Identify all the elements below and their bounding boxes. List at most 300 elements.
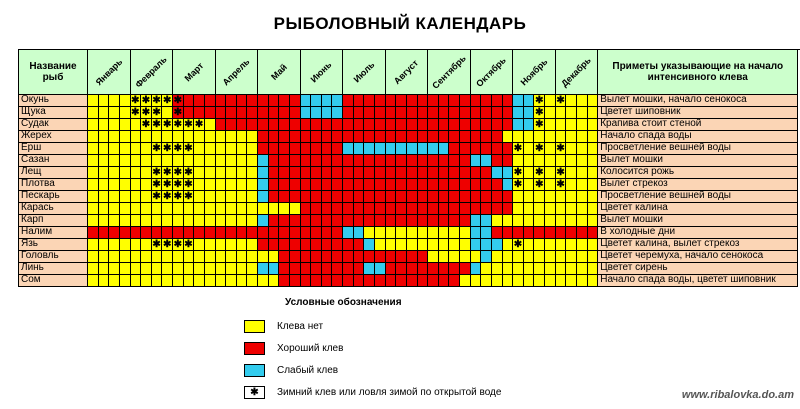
bite-cell bbox=[162, 275, 173, 287]
bite-cell bbox=[141, 191, 152, 203]
bite-cell bbox=[449, 251, 460, 263]
bite-cell bbox=[226, 215, 237, 227]
bite-cell bbox=[566, 203, 577, 215]
bite-cell bbox=[354, 227, 365, 239]
bite-cell bbox=[524, 179, 535, 191]
bite-cell bbox=[556, 95, 567, 107]
bite-cell bbox=[99, 95, 110, 107]
bite-cell bbox=[322, 95, 333, 107]
sign-cell bbox=[598, 239, 798, 251]
bite-cell bbox=[237, 119, 248, 131]
sign-cell bbox=[598, 167, 798, 179]
bite-cell bbox=[301, 263, 312, 275]
bite-cell bbox=[290, 203, 301, 215]
bite-cell bbox=[524, 275, 535, 287]
bite-cell bbox=[524, 131, 535, 143]
bite-cell bbox=[99, 263, 110, 275]
bite-cell bbox=[396, 275, 407, 287]
bite-cell bbox=[258, 251, 269, 263]
bite-cell bbox=[141, 95, 152, 107]
bite-cell bbox=[396, 227, 407, 239]
bite-cell bbox=[449, 179, 460, 191]
bite-cell bbox=[152, 275, 163, 287]
bite-cell bbox=[332, 119, 343, 131]
bite-cell bbox=[120, 263, 131, 275]
bite-cell bbox=[375, 95, 386, 107]
bite-cell bbox=[354, 119, 365, 131]
bite-cell bbox=[588, 155, 599, 167]
bite-cell bbox=[513, 119, 524, 131]
bite-cell bbox=[375, 275, 386, 287]
bite-cell bbox=[311, 107, 322, 119]
bite-cell bbox=[439, 203, 450, 215]
bite-cell bbox=[354, 191, 365, 203]
star-icon: ✱ bbox=[556, 95, 565, 106]
legend-swatch-weak bbox=[244, 364, 265, 377]
bite-cell bbox=[577, 131, 588, 143]
bite-cell bbox=[237, 203, 248, 215]
bite-cell bbox=[354, 239, 365, 251]
bite-cell bbox=[375, 191, 386, 203]
bite-cell bbox=[428, 131, 439, 143]
sign-text: Начало спада воды bbox=[600, 131, 692, 141]
bite-cell bbox=[428, 167, 439, 179]
bite-cell bbox=[88, 191, 99, 203]
bite-cell bbox=[588, 203, 599, 215]
bite-cell bbox=[364, 179, 375, 191]
bite-cell bbox=[88, 107, 99, 119]
bite-cell bbox=[577, 263, 588, 275]
bite-cell bbox=[439, 275, 450, 287]
bite-cell bbox=[545, 203, 556, 215]
bite-cell bbox=[173, 191, 184, 203]
bite-cell bbox=[492, 227, 503, 239]
bite-cell bbox=[534, 203, 545, 215]
bite-cell bbox=[471, 179, 482, 191]
bite-cell bbox=[492, 119, 503, 131]
header-signs bbox=[598, 50, 798, 95]
bite-cell bbox=[471, 95, 482, 107]
bite-cell bbox=[141, 203, 152, 215]
bite-cell bbox=[375, 179, 386, 191]
bite-cell bbox=[449, 239, 460, 251]
bite-cell bbox=[471, 263, 482, 275]
bite-cell bbox=[566, 155, 577, 167]
bite-cell bbox=[460, 167, 471, 179]
bite-cell bbox=[577, 143, 588, 155]
bite-cell bbox=[492, 155, 503, 167]
bite-cell bbox=[364, 215, 375, 227]
bite-cell bbox=[216, 251, 227, 263]
month-header-5 bbox=[258, 50, 301, 95]
bite-cell bbox=[88, 251, 99, 263]
bite-cell bbox=[279, 143, 290, 155]
bite-cell bbox=[109, 155, 120, 167]
bite-cell bbox=[545, 215, 556, 227]
bite-cell bbox=[492, 107, 503, 119]
bite-cell bbox=[503, 215, 514, 227]
star-icon: ✱ bbox=[513, 239, 523, 250]
bite-cell bbox=[492, 179, 503, 191]
bite-cell bbox=[375, 143, 386, 155]
bite-cell bbox=[269, 95, 280, 107]
bite-cell bbox=[290, 131, 301, 143]
month-label: Май bbox=[268, 62, 289, 82]
bite-cell bbox=[588, 227, 599, 239]
header-fish-name bbox=[19, 50, 88, 95]
bite-cell bbox=[99, 227, 110, 239]
bite-cell bbox=[566, 251, 577, 263]
bite-cell bbox=[386, 191, 397, 203]
bite-cell bbox=[184, 167, 195, 179]
bite-cell bbox=[428, 143, 439, 155]
bite-cell bbox=[471, 107, 482, 119]
bite-cell bbox=[481, 107, 492, 119]
bite-cell bbox=[428, 107, 439, 119]
month-header-10 bbox=[471, 50, 514, 95]
bite-cell bbox=[184, 119, 195, 131]
bite-cell bbox=[162, 143, 173, 155]
bite-cell bbox=[577, 203, 588, 215]
bite-cell bbox=[279, 275, 290, 287]
bite-cell bbox=[428, 215, 439, 227]
bite-cell bbox=[332, 167, 343, 179]
bite-cell bbox=[109, 119, 120, 131]
bite-cell bbox=[407, 191, 418, 203]
bite-cell bbox=[439, 215, 450, 227]
bite-cell bbox=[194, 179, 205, 191]
bite-cell bbox=[109, 107, 120, 119]
bite-cell bbox=[247, 131, 258, 143]
bite-cell bbox=[301, 239, 312, 251]
bite-cell bbox=[386, 203, 397, 215]
bite-cell bbox=[534, 251, 545, 263]
bite-cell bbox=[407, 155, 418, 167]
bite-cell bbox=[173, 251, 184, 263]
star-icon: ✱ bbox=[173, 179, 183, 190]
bite-cell bbox=[492, 203, 503, 215]
bite-cell bbox=[386, 155, 397, 167]
bite-cell bbox=[407, 131, 418, 143]
bite-cell bbox=[407, 95, 418, 107]
bite-cell bbox=[481, 263, 492, 275]
bite-cell bbox=[99, 203, 110, 215]
bite-cell bbox=[237, 131, 248, 143]
bite-cell bbox=[407, 239, 418, 251]
fish-name: Сазан bbox=[21, 155, 50, 165]
bite-cell bbox=[460, 215, 471, 227]
bite-cell bbox=[364, 251, 375, 263]
bite-cell bbox=[418, 179, 429, 191]
bite-cell bbox=[247, 143, 258, 155]
star-icon: ✱ bbox=[556, 179, 565, 190]
sign-cell bbox=[598, 143, 798, 155]
legend-swatch-star bbox=[244, 386, 265, 399]
bite-cell bbox=[194, 167, 205, 179]
bite-cell bbox=[216, 227, 227, 239]
bite-cell bbox=[577, 107, 588, 119]
bite-cell bbox=[471, 227, 482, 239]
bite-cell bbox=[588, 107, 599, 119]
bite-cell bbox=[99, 179, 110, 191]
bite-cell bbox=[460, 203, 471, 215]
bite-cell bbox=[492, 215, 503, 227]
fish-name: Плотва bbox=[21, 179, 55, 189]
calendar-table bbox=[18, 49, 800, 287]
bite-cell bbox=[162, 251, 173, 263]
bite-cell bbox=[588, 95, 599, 107]
star-icon: ✱ bbox=[184, 167, 193, 178]
bite-cell bbox=[503, 191, 514, 203]
bite-cell bbox=[109, 131, 120, 143]
month-label: Август bbox=[392, 57, 421, 87]
fish-name-cell bbox=[19, 107, 88, 119]
bite-cell bbox=[311, 263, 322, 275]
bite-cell bbox=[194, 95, 205, 107]
month-label: Январь bbox=[93, 56, 125, 88]
bite-cell bbox=[364, 275, 375, 287]
bite-cell bbox=[120, 227, 131, 239]
bite-cell bbox=[364, 227, 375, 239]
bite-cell bbox=[269, 275, 280, 287]
month-label: Июль bbox=[351, 59, 377, 85]
bite-cell bbox=[162, 215, 173, 227]
month-label: Ноябрь bbox=[518, 56, 550, 88]
bite-cell bbox=[279, 239, 290, 251]
bite-cell bbox=[534, 155, 545, 167]
bite-cell bbox=[418, 227, 429, 239]
bite-cell bbox=[471, 191, 482, 203]
bite-cell bbox=[269, 227, 280, 239]
sign-text: Цветет калина, вылет стрекоз bbox=[600, 239, 740, 249]
bite-cell bbox=[449, 155, 460, 167]
bite-cell bbox=[162, 227, 173, 239]
bite-cell bbox=[194, 275, 205, 287]
bite-cell bbox=[141, 143, 152, 155]
bite-cell bbox=[290, 119, 301, 131]
sign-cell bbox=[598, 155, 798, 167]
bite-cell bbox=[120, 143, 131, 155]
sign-text: Вылет мошки, начало сенокоса bbox=[600, 95, 747, 105]
bite-cell bbox=[449, 203, 460, 215]
bite-cell bbox=[386, 143, 397, 155]
bite-cell bbox=[311, 275, 322, 287]
sign-text: Вылет стрекоз bbox=[600, 179, 668, 189]
bite-cell bbox=[481, 203, 492, 215]
bite-cell bbox=[226, 95, 237, 107]
bite-cell bbox=[226, 227, 237, 239]
bite-cell bbox=[449, 191, 460, 203]
star-icon: ✱ bbox=[152, 107, 161, 118]
bite-cell bbox=[386, 179, 397, 191]
bite-cell bbox=[460, 131, 471, 143]
bite-cell bbox=[428, 203, 439, 215]
bite-cell bbox=[120, 167, 131, 179]
bite-cell bbox=[545, 239, 556, 251]
bite-cell bbox=[120, 179, 131, 191]
bite-cell bbox=[290, 143, 301, 155]
bite-cell bbox=[205, 143, 216, 155]
star-icon: ✱ bbox=[250, 387, 259, 398]
bite-cell bbox=[566, 107, 577, 119]
bite-cell bbox=[534, 107, 545, 119]
bite-cell bbox=[184, 95, 195, 107]
bite-cell bbox=[407, 263, 418, 275]
bite-cell bbox=[194, 263, 205, 275]
bite-cell bbox=[301, 179, 312, 191]
bite-cell bbox=[428, 179, 439, 191]
bite-cell bbox=[205, 275, 216, 287]
bite-cell bbox=[386, 227, 397, 239]
sign-text: Начало спада воды, цветет шиповник bbox=[600, 275, 776, 285]
sign-cell bbox=[598, 227, 798, 239]
bite-cell bbox=[503, 179, 514, 191]
bite-cell bbox=[364, 95, 375, 107]
sign-text: Цветет сирень bbox=[600, 263, 668, 273]
star-icon: ✱ bbox=[173, 107, 183, 118]
bite-cell bbox=[471, 167, 482, 179]
bite-cell bbox=[184, 203, 195, 215]
bite-cell bbox=[460, 239, 471, 251]
bite-cell bbox=[577, 191, 588, 203]
bite-cell bbox=[173, 155, 184, 167]
bite-cell bbox=[460, 95, 471, 107]
bite-cell bbox=[152, 239, 163, 251]
bite-cell bbox=[492, 251, 503, 263]
fish-name-cell bbox=[19, 275, 88, 287]
bite-cell bbox=[131, 227, 142, 239]
bite-cell bbox=[566, 167, 577, 179]
bite-cell bbox=[460, 191, 471, 203]
bite-cell bbox=[226, 191, 237, 203]
bite-cell bbox=[524, 191, 535, 203]
bite-cell bbox=[237, 239, 248, 251]
star-icon: ✱ bbox=[184, 179, 193, 190]
bite-cell bbox=[311, 155, 322, 167]
bite-cell bbox=[99, 251, 110, 263]
star-icon: ✱ bbox=[535, 95, 544, 106]
bite-cell bbox=[162, 95, 173, 107]
bite-cell bbox=[524, 107, 535, 119]
month-header-4 bbox=[216, 50, 259, 95]
bite-cell bbox=[269, 131, 280, 143]
bite-cell bbox=[481, 167, 492, 179]
bite-cell bbox=[439, 239, 450, 251]
sign-text: Просветление вешней воды bbox=[600, 191, 731, 201]
sign-cell bbox=[598, 275, 798, 287]
bite-cell bbox=[322, 239, 333, 251]
bite-cell bbox=[216, 203, 227, 215]
header-signs-label: Приметы указывающие на начало интенсивного клева bbox=[612, 61, 784, 83]
bite-cell bbox=[354, 179, 365, 191]
bite-cell bbox=[407, 251, 418, 263]
bite-cell bbox=[99, 275, 110, 287]
bite-cell bbox=[449, 95, 460, 107]
star-icon: ✱ bbox=[556, 167, 565, 178]
bite-cell bbox=[375, 227, 386, 239]
bite-cell bbox=[503, 107, 514, 119]
bite-cell bbox=[418, 275, 429, 287]
bite-cell bbox=[588, 167, 599, 179]
bite-cell bbox=[471, 143, 482, 155]
bite-cell bbox=[513, 227, 524, 239]
bite-cell bbox=[141, 251, 152, 263]
bite-cell bbox=[428, 191, 439, 203]
bite-cell bbox=[269, 155, 280, 167]
bite-cell bbox=[439, 131, 450, 143]
bite-cell bbox=[258, 215, 269, 227]
bite-cell bbox=[311, 179, 322, 191]
bite-cell bbox=[131, 239, 142, 251]
bite-cell bbox=[88, 263, 99, 275]
bite-cell bbox=[194, 107, 205, 119]
header-fish-label: Название рыб bbox=[29, 61, 77, 83]
sign-cell bbox=[598, 251, 798, 263]
bite-cell bbox=[194, 131, 205, 143]
fish-name-cell bbox=[19, 251, 88, 263]
fish-name: Головль bbox=[21, 251, 59, 261]
bite-cell bbox=[311, 167, 322, 179]
bite-cell bbox=[226, 251, 237, 263]
bite-cell bbox=[131, 95, 142, 107]
bite-cell bbox=[556, 263, 567, 275]
bite-cell bbox=[503, 263, 514, 275]
bite-cell bbox=[269, 191, 280, 203]
fish-name-cell bbox=[19, 191, 88, 203]
bite-cell bbox=[428, 119, 439, 131]
bite-cell bbox=[269, 119, 280, 131]
bite-cell bbox=[99, 191, 110, 203]
bite-cell bbox=[386, 167, 397, 179]
star-icon: ✱ bbox=[163, 143, 172, 154]
bite-cell bbox=[418, 167, 429, 179]
bite-cell bbox=[226, 179, 237, 191]
bite-cell bbox=[322, 167, 333, 179]
bite-cell bbox=[407, 167, 418, 179]
bite-cell bbox=[279, 227, 290, 239]
bite-cell bbox=[279, 155, 290, 167]
bite-cell bbox=[258, 107, 269, 119]
bite-cell bbox=[88, 215, 99, 227]
bite-cell bbox=[205, 179, 216, 191]
bite-cell bbox=[386, 275, 397, 287]
bite-cell bbox=[545, 227, 556, 239]
bite-cell bbox=[556, 239, 567, 251]
bite-cell bbox=[131, 263, 142, 275]
bite-cell bbox=[141, 179, 152, 191]
bite-cell bbox=[131, 191, 142, 203]
bite-cell bbox=[354, 107, 365, 119]
sign-cell bbox=[598, 95, 798, 107]
bite-cell bbox=[88, 155, 99, 167]
fish-name: Щука bbox=[21, 107, 46, 117]
bite-cell bbox=[237, 227, 248, 239]
fish-name-cell bbox=[19, 131, 88, 143]
sign-text: Цветет шиповник bbox=[600, 107, 681, 117]
bite-cell bbox=[88, 227, 99, 239]
bite-cell bbox=[322, 143, 333, 155]
bite-cell bbox=[301, 251, 312, 263]
bite-cell bbox=[258, 131, 269, 143]
bite-cell bbox=[194, 191, 205, 203]
bite-cell bbox=[471, 119, 482, 131]
bite-cell bbox=[588, 251, 599, 263]
bite-cell bbox=[418, 191, 429, 203]
bite-cell bbox=[439, 95, 450, 107]
bite-cell bbox=[513, 179, 524, 191]
bite-cell bbox=[577, 239, 588, 251]
bite-cell bbox=[556, 131, 567, 143]
